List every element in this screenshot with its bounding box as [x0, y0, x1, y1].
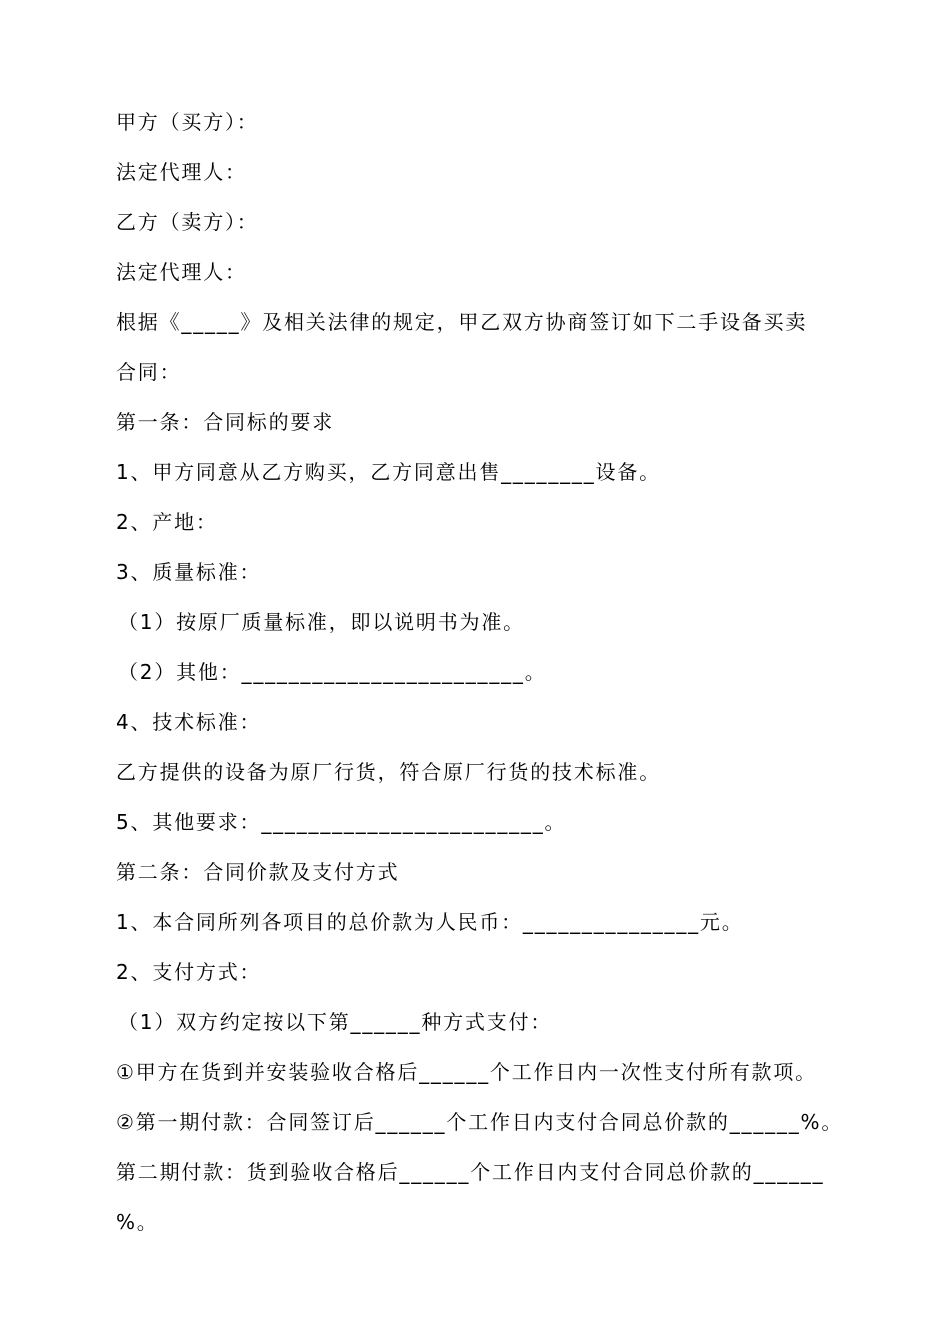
quality-standard-2: （2）其他：________________________。	[118, 660, 547, 684]
payment-option-2-second-installment: 第二期付款：货到验收合格后______个工作日内支付合同总价款的______	[116, 1160, 825, 1184]
payment-option-2-first-installment: ②第一期付款：合同签订后______个工作日内支付合同总价款的______%。	[116, 1110, 844, 1134]
preamble-line-1: 根据《_____》及相关法律的规定，甲乙双方协商签订如下二手设备买卖	[116, 310, 808, 334]
article-2-heading: 第二条：合同价款及支付方式	[116, 860, 400, 884]
payment-option-1: ①甲方在货到并安装验收合格后______个工作日内一次性支付所有款项。	[116, 1060, 817, 1084]
article-2-item-2: 2、支付方式：	[116, 960, 262, 984]
quality-standard-1: （1）按原厂质量标准，即以说明书为准。	[118, 610, 525, 634]
article-1-item-3: 3、质量标准：	[116, 560, 262, 584]
article-1-heading: 第一条：合同标的要求	[116, 410, 334, 434]
party-a-buyer: 甲方（买方）：	[116, 110, 259, 134]
article-1-item-1: 1、甲方同意从乙方购买，乙方同意出售________设备。	[116, 460, 661, 484]
preamble-line-2: 合同：	[116, 360, 182, 384]
payment-option-selection: （1）双方约定按以下第______种方式支付：	[118, 1010, 553, 1034]
technical-standard-text: 乙方提供的设备为原厂行货，符合原厂行货的技术标准。	[116, 760, 661, 784]
payment-option-2-second-installment-cont: %。	[116, 1210, 159, 1234]
party-b-seller: 乙方（卖方）：	[116, 210, 259, 234]
article-1-item-4: 4、技术标准：	[116, 710, 262, 734]
article-2-item-1: 1、本合同所列各项目的总价款为人民币：_______________元。	[116, 910, 744, 934]
article-1-item-5: 5、其他要求：________________________。	[116, 810, 567, 834]
article-1-item-2: 2、产地：	[116, 510, 218, 534]
party-a-legal-representative: 法定代理人：	[116, 160, 247, 184]
party-b-legal-representative: 法定代理人：	[116, 260, 247, 284]
